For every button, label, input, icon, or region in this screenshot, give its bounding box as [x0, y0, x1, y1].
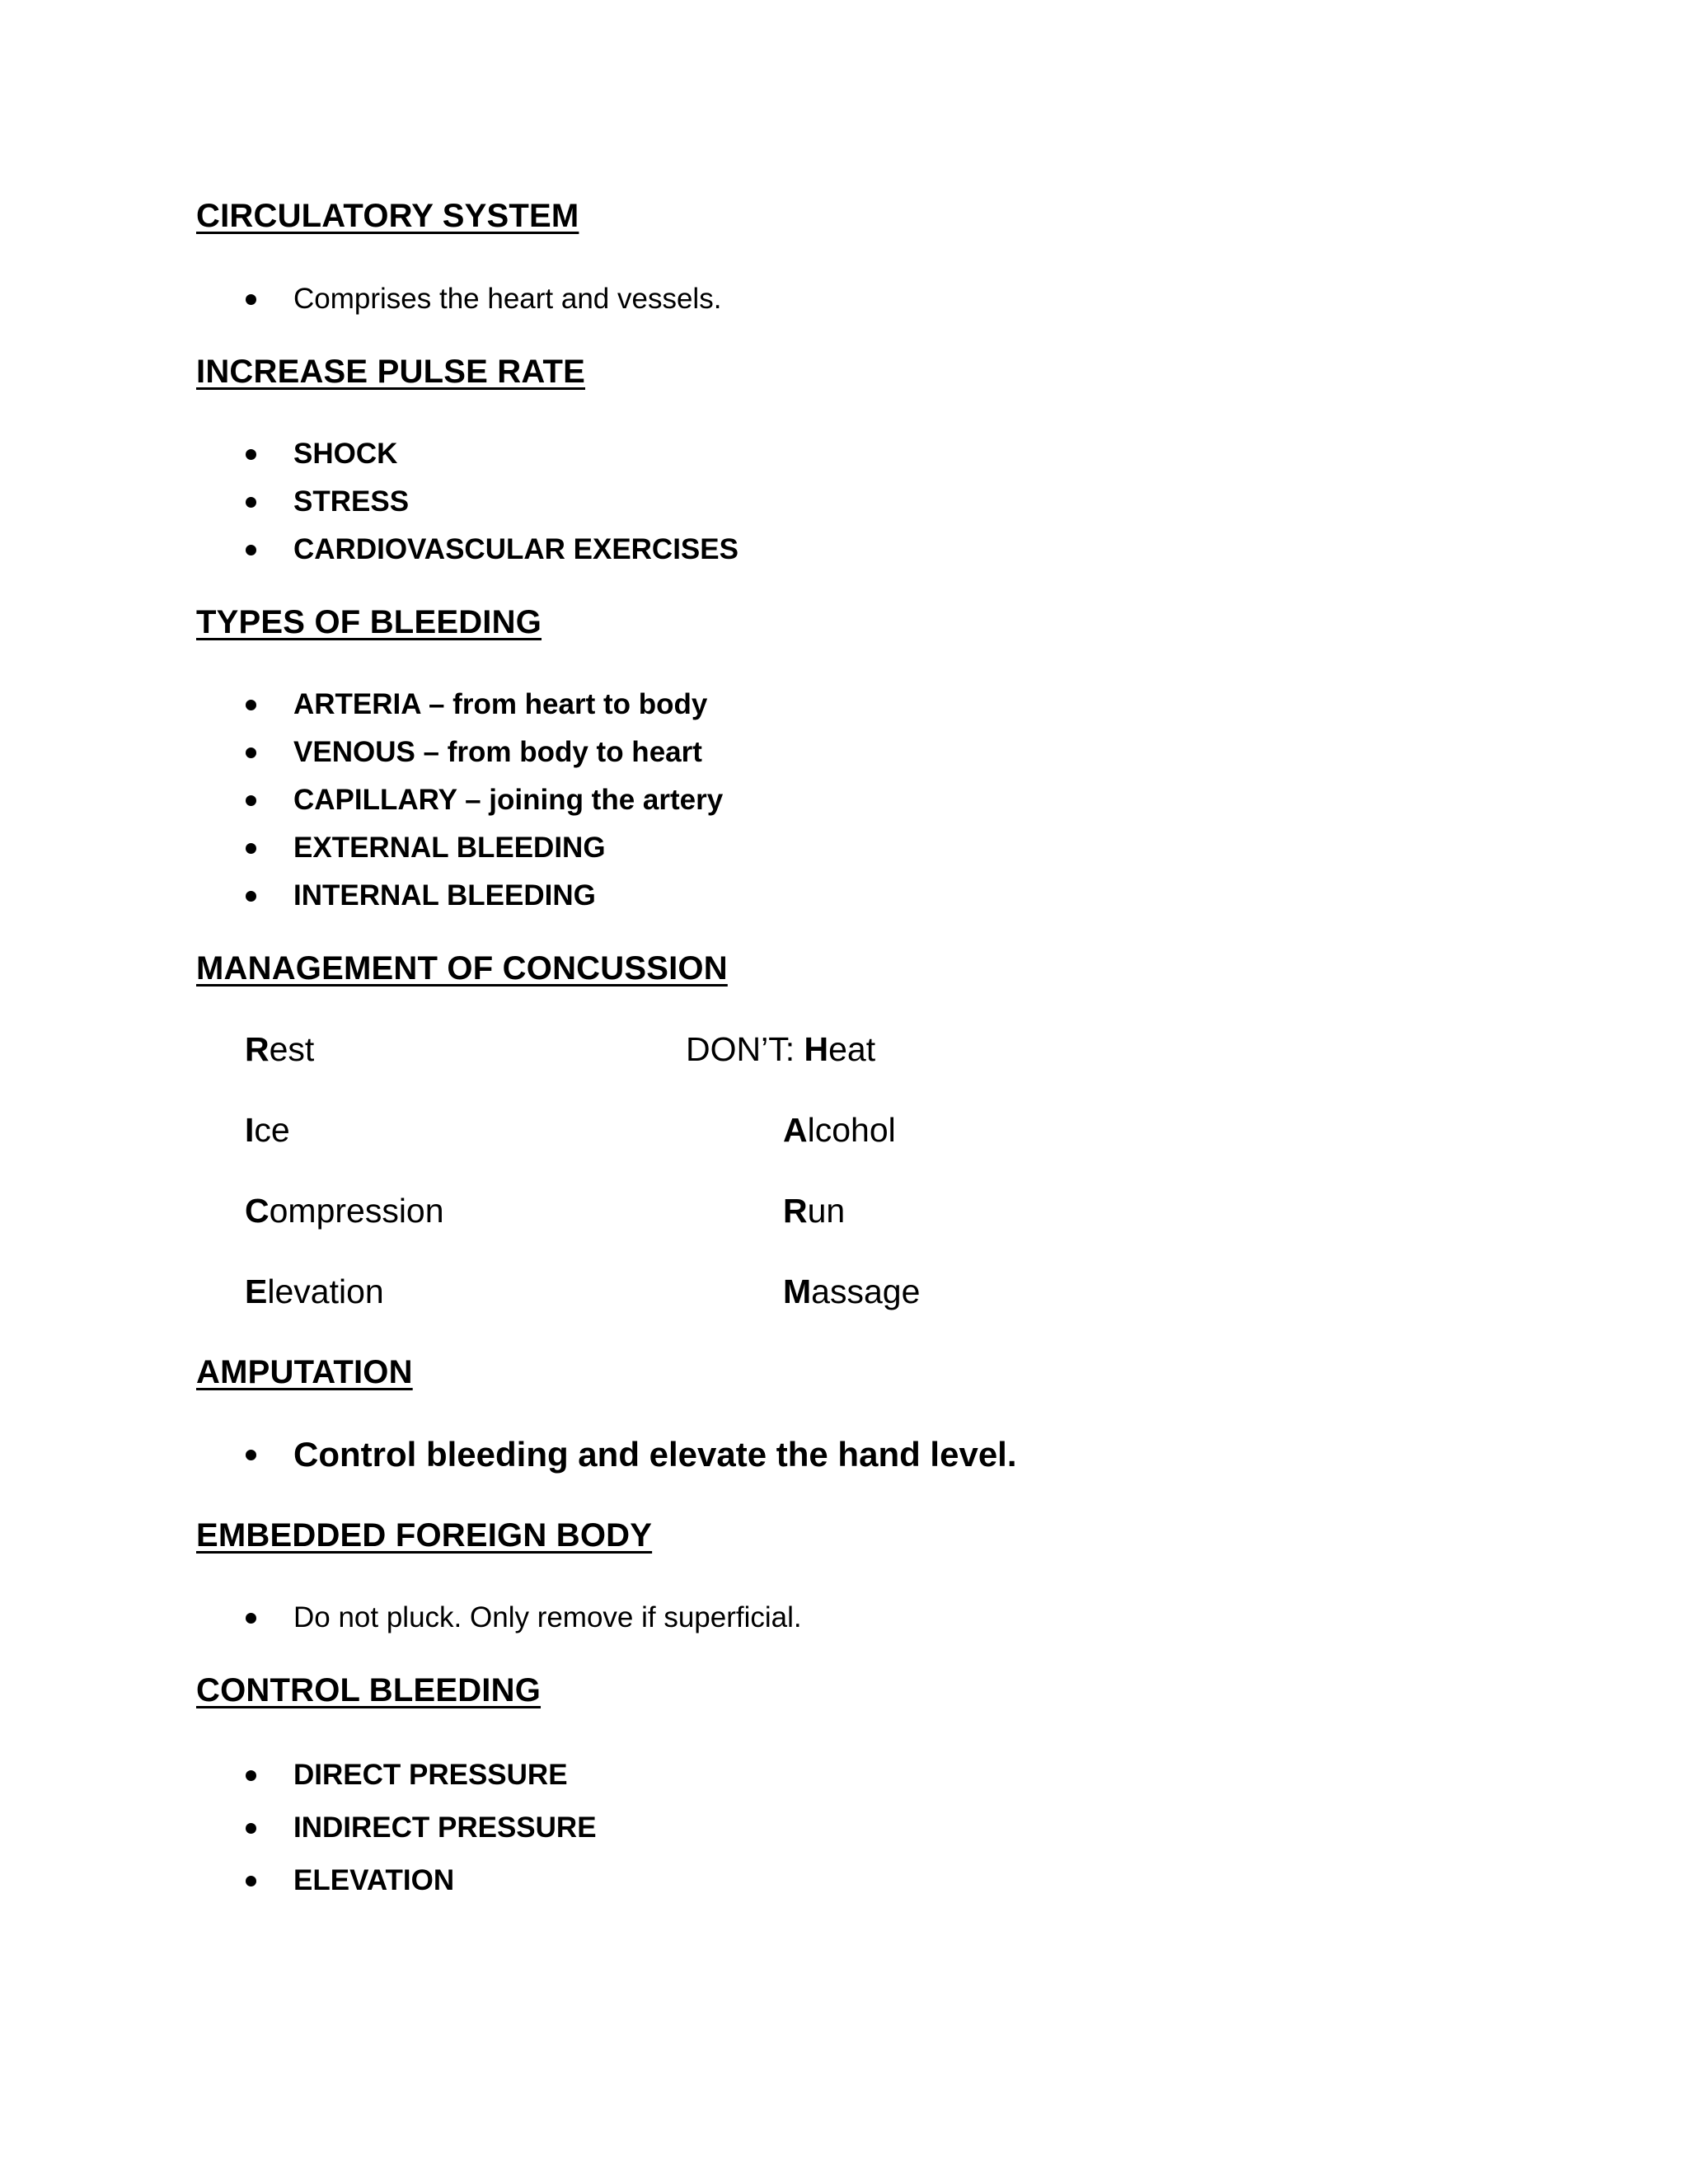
- heading-amputation: AMPUTATION: [196, 1354, 413, 1390]
- list-item: Do not pluck. Only remove if superficial.: [0, 1594, 802, 1642]
- bullet-icon: [246, 294, 256, 305]
- heading-increase-pulse-rate: INCREASE PULSE RATE: [196, 354, 586, 390]
- list-item: INTERNAL BLEEDING: [0, 872, 723, 920]
- list-item: SHOCK: [0, 430, 738, 478]
- dont-run: Run: [783, 1192, 846, 1230]
- list-item: INDIRECT PRESSURE: [0, 1802, 597, 1854]
- bleeding-types-list: [0, 681, 723, 920]
- list-item: DIRECT PRESSURE: [0, 1749, 597, 1802]
- pulse-list: [0, 430, 738, 574]
- list-item: EXTERNAL BLEEDING: [0, 824, 723, 872]
- bullet-icon: [246, 497, 256, 508]
- bullet-icon: [246, 795, 256, 806]
- control-bleeding-list: [0, 1749, 597, 1907]
- bullet-icon: [246, 449, 256, 460]
- bullet-icon: [246, 1450, 256, 1460]
- dont-alcohol: Alcohol: [783, 1111, 896, 1149]
- circulatory-list: [0, 275, 721, 323]
- amputation-list: [0, 1428, 1017, 1481]
- rice-ice: Ice: [245, 1111, 290, 1149]
- heading-embedded-foreign-body: EMBEDDED FOREIGN BODY: [196, 1517, 653, 1554]
- dont-massage: Massage: [783, 1272, 921, 1310]
- list-item: ARTERIA – from heart to body: [0, 681, 723, 729]
- foreign-body-list: [0, 1594, 802, 1642]
- bullet-icon: [246, 700, 256, 710]
- heading-types-of-bleeding: TYPES OF BLEEDING: [196, 604, 542, 640]
- bullet-icon: [246, 545, 256, 555]
- list-item: CARDIOVASCULAR EXERCISES: [0, 526, 738, 574]
- bullet-icon: [246, 1770, 256, 1781]
- list-item: VENOUS – from body to heart: [0, 729, 723, 776]
- list-item: CAPILLARY – joining the artery: [0, 776, 723, 824]
- list-item: STRESS: [0, 478, 738, 526]
- bullet-icon: [246, 748, 256, 758]
- dont-heat: DON’T: Heat: [686, 1030, 876, 1068]
- rice-rest: Rest: [245, 1030, 315, 1068]
- list-item: Control bleeding and elevate the hand level.: [0, 1428, 1017, 1481]
- bullet-icon: [246, 1613, 256, 1624]
- bullet-icon: [246, 843, 256, 854]
- list-item: Comprises the heart and vessels.: [0, 275, 721, 323]
- rice-compression: Compression: [245, 1192, 444, 1230]
- heading-control-bleeding: CONTROL BLEEDING: [196, 1672, 542, 1708]
- bullet-icon: [246, 1876, 256, 1886]
- heading-management-of-concussion: MANAGEMENT OF CONCUSSION: [196, 950, 728, 987]
- list-item: ELEVATION: [0, 1854, 597, 1907]
- rice-elevation: Elevation: [245, 1272, 384, 1310]
- heading-circulatory-system: CIRCULATORY SYSTEM: [196, 198, 579, 234]
- bullet-icon: [246, 1823, 256, 1834]
- bullet-icon: [246, 891, 256, 902]
